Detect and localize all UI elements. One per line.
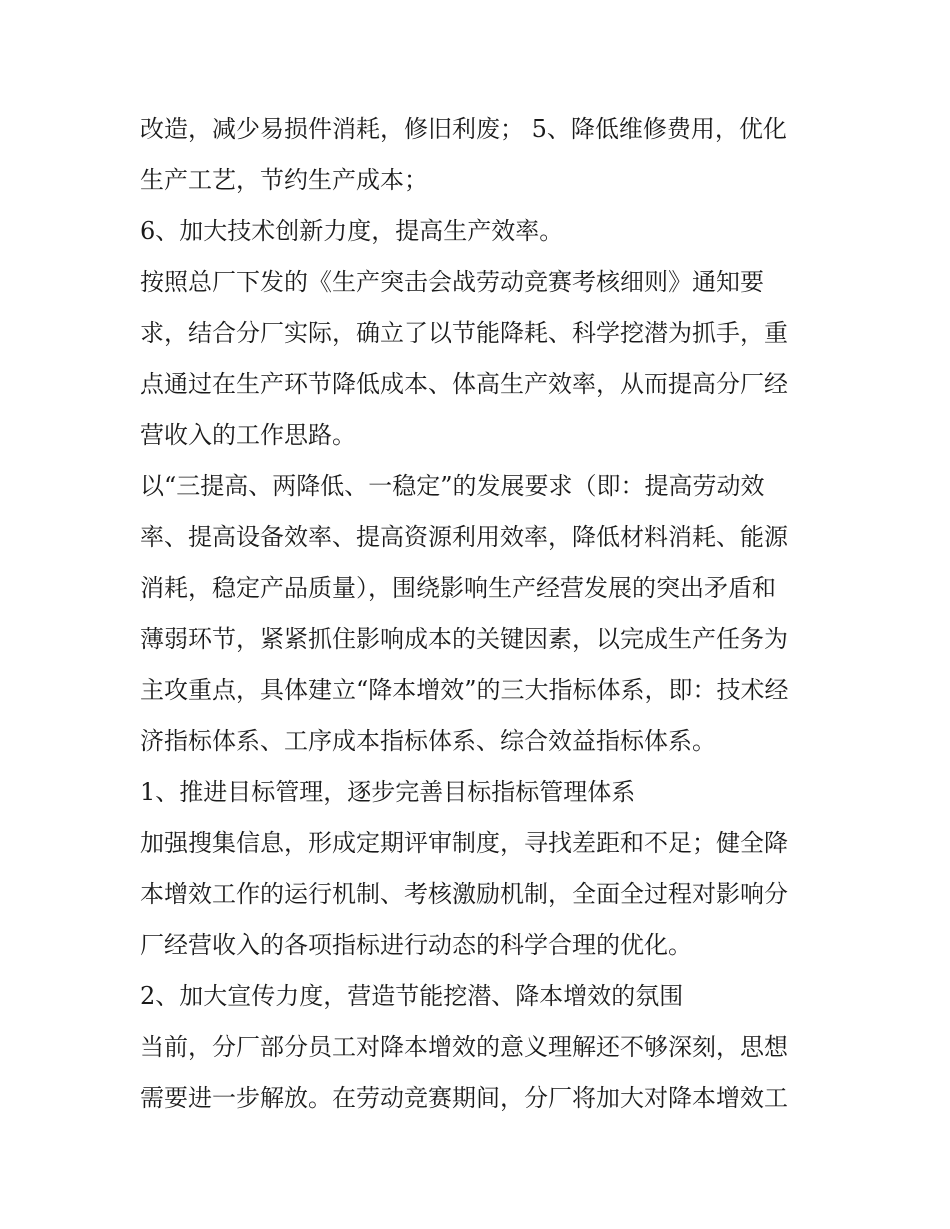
- text-line: 济指标体系、工序成本指标体系、综合效益指标体系。: [140, 727, 716, 755]
- text-line: 以“三提高、两降低、一稳定”的发展要求（即：提高劳动效: [140, 472, 765, 500]
- text-line: 率、提高设备效率、提高资源利用效率，降低材料消耗、能源: [140, 523, 788, 551]
- text-line: 需要进一步解放。在劳动竞赛期间，分厂将加大对降本增效工: [140, 1084, 788, 1112]
- text-line: 按照总厂下发的《生产突击会战劳动竞赛考核细则》通知要: [140, 268, 764, 296]
- text-line: 加强搜集信息，形成定期评审制度，寻找差距和不足；健全降: [140, 829, 788, 857]
- text-line: 消耗，稳定产品质量），围绕影响生产经营发展的突出矛盾和: [140, 574, 776, 602]
- document-body: [140, 104, 820, 1124]
- text-line: 点通过在生产环节降低成本、体高生产效率，从而提高分厂经: [140, 370, 788, 398]
- text-line: 当前，分厂部分员工对降本增效的意义理解还不够深刻，思想: [140, 1033, 788, 1061]
- text-line: 求，结合分厂实际，确立了以节能降耗、科学挖潜为抓手，重: [140, 319, 788, 347]
- section-heading: 2、加大宣传力度，营造节能挖潜、降本增效的氛围: [140, 982, 684, 1010]
- text-line: 薄弱环节，紧紧抓住影响成本的关键因素，以完成生产任务为: [140, 625, 788, 653]
- text-line: 厂经营收入的各项指标进行动态的科学合理的优化。: [140, 931, 692, 959]
- text-line: 改造，减少易损件消耗，修旧利废； 5、降低维修费用，优化: [140, 115, 787, 143]
- text-line: 生产工艺，节约生产成本；: [140, 166, 428, 194]
- section-heading: 1、推进目标管理，逐步完善目标指标管理体系: [140, 778, 636, 806]
- text-line: 6、加大技术创新力度，提高生产效率。: [140, 217, 564, 245]
- text-line: 营收入的工作思路。: [140, 421, 356, 449]
- text-line: 主攻重点，具体建立“降本增效”的三大指标体系，即：技术经: [140, 676, 789, 704]
- text-line: 本增效工作的运行机制、考核激励机制，全面全过程对影响分: [140, 880, 788, 908]
